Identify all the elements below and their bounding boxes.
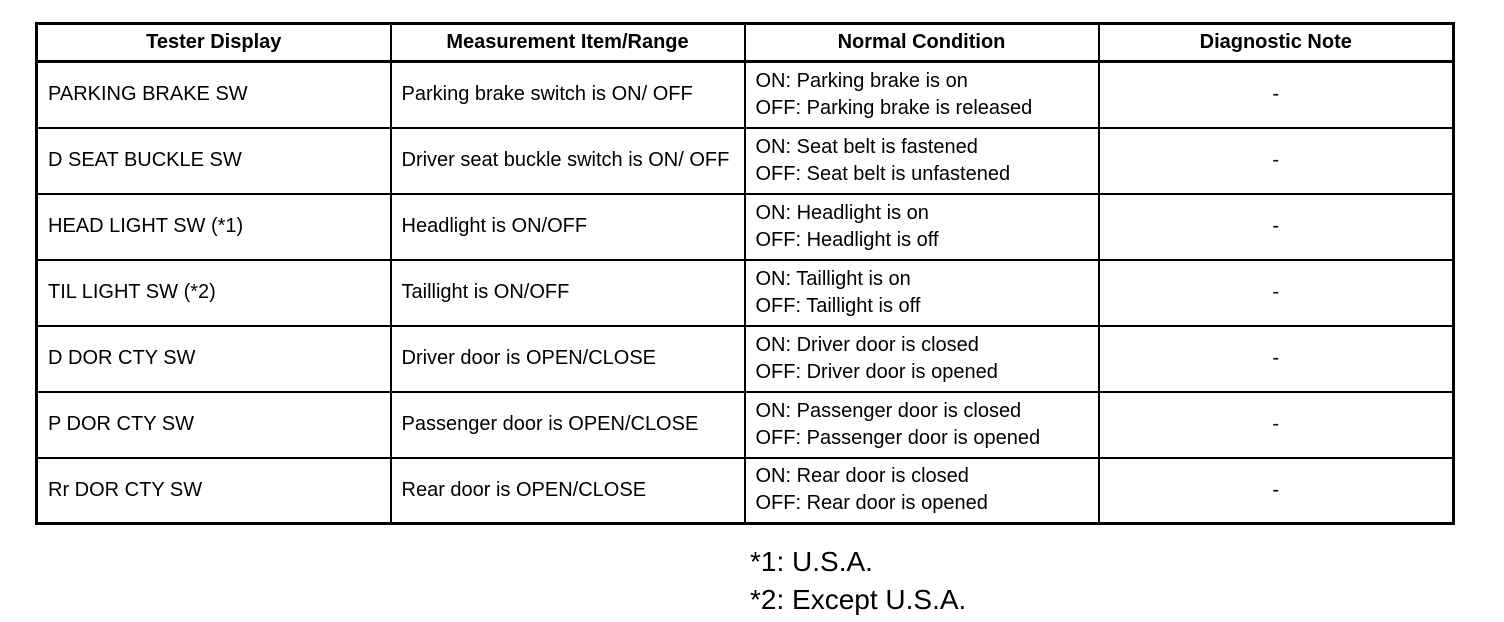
table-row [37, 260, 1454, 326]
normal-condition-cell [745, 458, 1099, 524]
diagnostic-note-cell: - [1099, 194, 1454, 260]
normal-condition-cell [745, 194, 1099, 260]
normal-condition-cell [745, 128, 1099, 194]
condition-off: OFF: Driver door is opened [755, 360, 998, 383]
measurement-cell: Headlight is ON/OFF [391, 194, 745, 260]
condition-off: OFF: Seat belt is unfastened [755, 162, 1011, 185]
header-diagnostic-note: Diagnostic Note [1099, 24, 1454, 62]
condition-on: ON: Rear door is closed [755, 465, 969, 488]
measurement-cell: Passenger door is OPEN/CLOSE [391, 392, 745, 458]
normal-condition-cell [745, 392, 1099, 458]
normal-condition-cell [745, 326, 1099, 392]
diagnostic-note-cell: - [1099, 260, 1454, 326]
tester-display-cell: P DOR CTY SW [37, 392, 391, 458]
condition-on: ON: Headlight is on [755, 201, 929, 224]
tester-display-cell: HEAD LIGHT SW (*1) [37, 194, 391, 260]
measurement-cell: Driver door is OPEN/CLOSE [391, 326, 745, 392]
condition-off: OFF: Headlight is off [755, 228, 939, 251]
condition-on: ON: Seat belt is fastened [755, 135, 978, 158]
diagnostic-note-cell: - [1099, 458, 1454, 524]
header-tester-display: Tester Display [37, 24, 391, 62]
tester-display-cell: TIL LIGHT SW (*2) [37, 260, 391, 326]
footnote-usa: *1: U.S.A. [750, 546, 873, 577]
condition-off: OFF: Parking brake is released [755, 96, 1033, 119]
tester-display-cell: D DOR CTY SW [37, 326, 391, 392]
table-row [37, 128, 1454, 194]
table-row [37, 62, 1454, 128]
condition-on: ON: Passenger door is closed [755, 399, 1022, 422]
normal-condition-cell [745, 260, 1099, 326]
diagnostic-note-cell: - [1099, 326, 1454, 392]
table-row [37, 194, 1454, 260]
data-list-table [35, 22, 1455, 525]
tester-display-cell: Rr DOR CTY SW [37, 458, 391, 524]
condition-off: OFF: Taillight is off [755, 294, 921, 317]
header-normal-condition: Normal Condition [745, 24, 1099, 62]
header-measurement-item: Measurement Item/Range [391, 24, 745, 62]
measurement-cell: Rear door is OPEN/CLOSE [391, 458, 745, 524]
measurement-cell: Parking brake switch is ON/ OFF [391, 62, 745, 128]
diagnostic-note-cell: - [1099, 62, 1454, 128]
table-row [37, 458, 1454, 524]
measurement-cell: Driver seat buckle switch is ON/ OFF [391, 128, 745, 194]
condition-on: ON: Driver door is closed [755, 333, 979, 356]
normal-condition-cell [745, 62, 1099, 128]
tester-display-cell: D SEAT BUCKLE SW [37, 128, 391, 194]
table-header-row [37, 24, 1454, 62]
table-row [37, 326, 1454, 392]
condition-off: OFF: Rear door is opened [755, 492, 988, 515]
diagnostic-note-cell: - [1099, 128, 1454, 194]
measurement-cell: Taillight is ON/OFF [391, 260, 745, 326]
table-row [37, 392, 1454, 458]
diagnostic-note-cell: - [1099, 392, 1454, 458]
footnotes [750, 543, 966, 619]
condition-on: ON: Parking brake is on [755, 69, 968, 92]
footnote-except-usa: *2: Except U.S.A. [750, 584, 967, 615]
condition-off: OFF: Passenger door is opened [755, 426, 1041, 449]
tester-display-cell: PARKING BRAKE SW [37, 62, 391, 128]
condition-on: ON: Taillight is on [755, 267, 911, 290]
